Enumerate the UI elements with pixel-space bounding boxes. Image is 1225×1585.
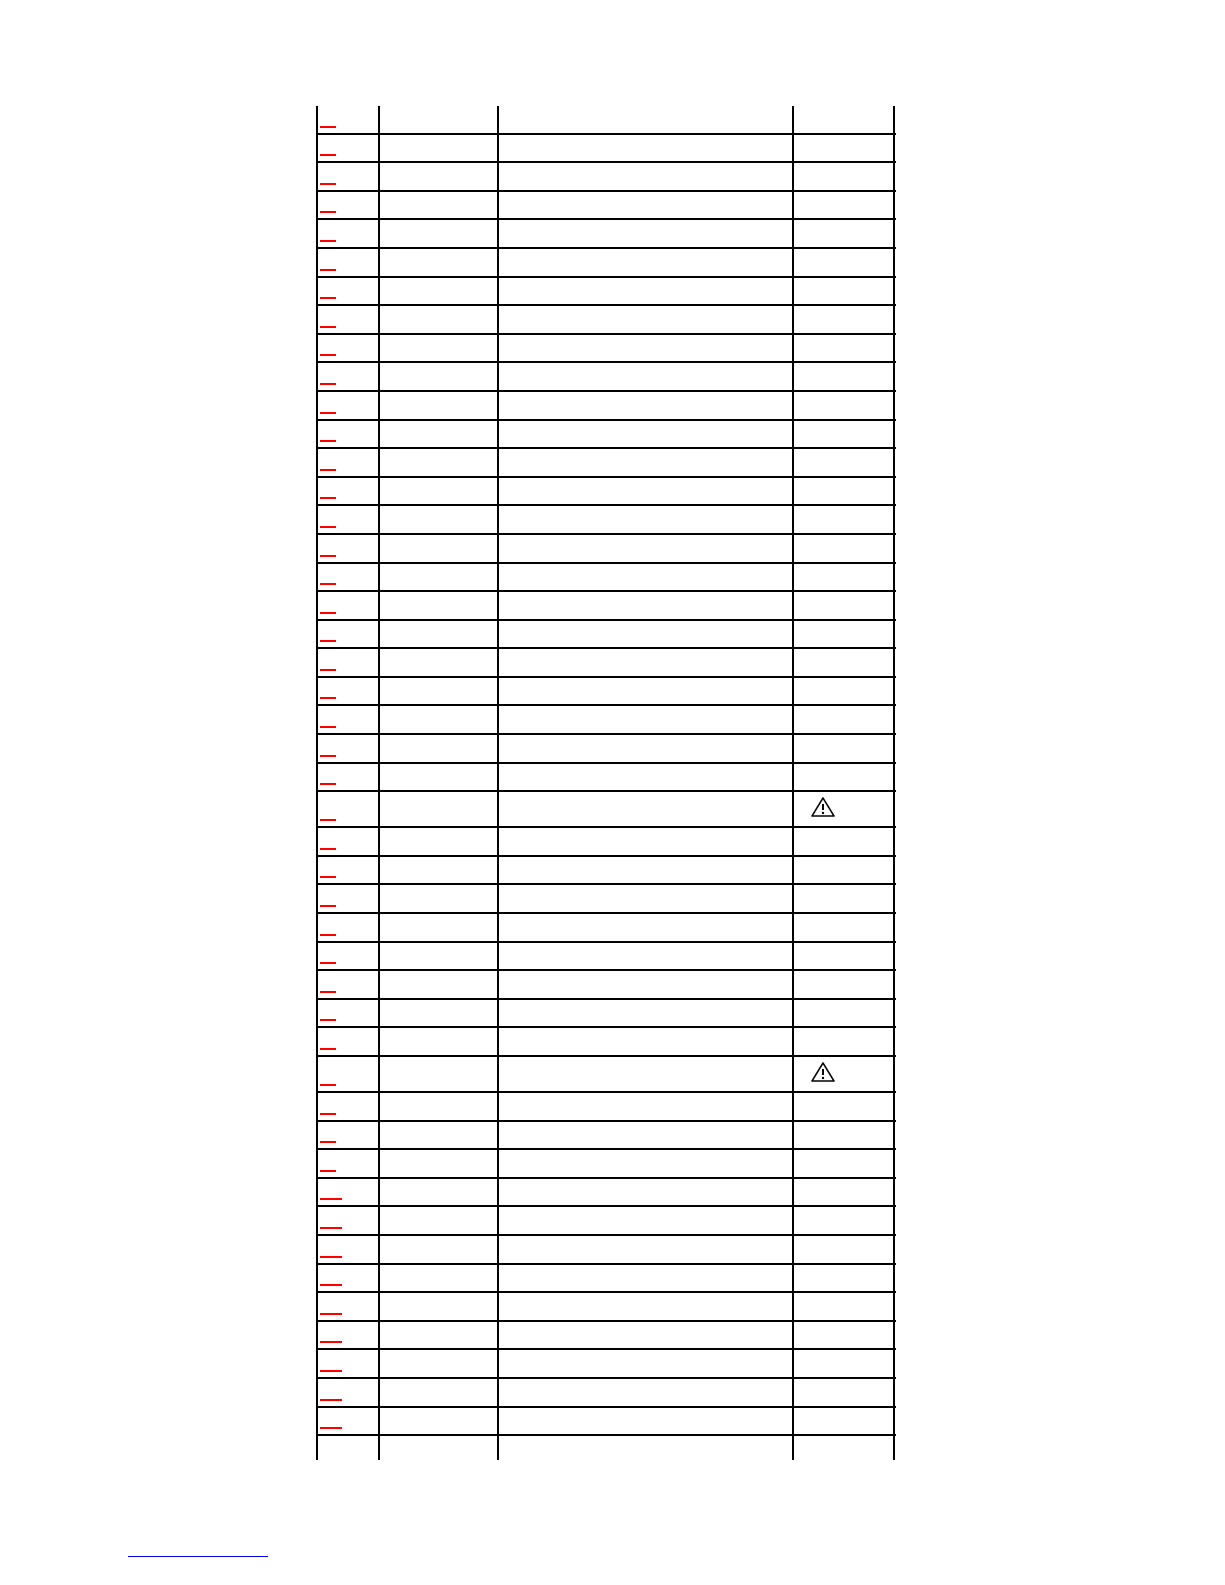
- row-link[interactable]: [320, 755, 336, 757]
- row-link[interactable]: [320, 962, 336, 964]
- table-row: [316, 249, 896, 278]
- table-row: [316, 735, 896, 764]
- column-divider-right: [893, 106, 895, 1460]
- table-row: [316, 363, 896, 392]
- table-row: [316, 828, 896, 857]
- row-link[interactable]: [320, 154, 336, 156]
- row-link[interactable]: [320, 669, 336, 671]
- parts-table: [316, 106, 896, 1465]
- row-link[interactable]: [320, 726, 336, 728]
- row-link[interactable]: [320, 1313, 342, 1315]
- row-link[interactable]: [320, 1427, 342, 1429]
- table-row: [316, 857, 896, 886]
- row-link[interactable]: [320, 469, 336, 471]
- row-link[interactable]: [320, 1284, 342, 1286]
- row-link[interactable]: [320, 1048, 336, 1050]
- table-row: [316, 421, 896, 450]
- table-row: [316, 592, 896, 621]
- row-link[interactable]: [320, 1019, 336, 1021]
- row-link[interactable]: [320, 1341, 342, 1343]
- column-divider-2: [497, 106, 499, 1460]
- table-row: [316, 1436, 896, 1465]
- row-link[interactable]: [320, 1370, 342, 1372]
- table-row: [316, 335, 896, 364]
- row-link[interactable]: [320, 876, 336, 878]
- table-row: [316, 564, 896, 593]
- row-link[interactable]: [320, 440, 336, 442]
- row-link[interactable]: [320, 819, 336, 821]
- table-row: [316, 1000, 896, 1029]
- row-link[interactable]: [320, 211, 336, 213]
- table-row: [316, 506, 896, 535]
- row-link[interactable]: [320, 783, 336, 785]
- table-row: [316, 1028, 896, 1057]
- table-row: [316, 914, 896, 943]
- table-row: [316, 106, 896, 135]
- row-link[interactable]: [320, 354, 336, 356]
- row-link[interactable]: [320, 612, 336, 614]
- table-row: [316, 1293, 896, 1322]
- row-link[interactable]: [320, 126, 336, 128]
- table-row: [316, 1179, 896, 1208]
- table-row: [316, 971, 896, 1000]
- table-row: [316, 621, 896, 650]
- table-row: [316, 1350, 896, 1379]
- row-link[interactable]: [320, 526, 336, 528]
- table-row: [316, 649, 896, 678]
- table-row: [316, 1122, 896, 1151]
- row-link[interactable]: [320, 326, 336, 328]
- table-row: [316, 764, 896, 793]
- table-row: [316, 1408, 896, 1437]
- table-row: [316, 1379, 896, 1408]
- row-link[interactable]: [320, 297, 336, 299]
- row-link[interactable]: [320, 697, 336, 699]
- table-row: [316, 449, 896, 478]
- table-row: [316, 163, 896, 192]
- column-divider-1: [378, 106, 380, 1460]
- table-row: [316, 1057, 896, 1093]
- row-link[interactable]: [320, 1141, 336, 1143]
- table-row: [316, 943, 896, 972]
- row-link[interactable]: [320, 640, 336, 642]
- table-row: [316, 678, 896, 707]
- table-row: [316, 792, 896, 828]
- row-link[interactable]: [320, 555, 336, 557]
- table-row: [316, 135, 896, 164]
- table-row: [316, 885, 896, 914]
- row-link[interactable]: [320, 583, 336, 585]
- table-row: [316, 706, 896, 735]
- row-link[interactable]: [320, 848, 336, 850]
- row-link[interactable]: [320, 934, 336, 936]
- row-link[interactable]: [320, 412, 336, 414]
- row-link[interactable]: [320, 905, 336, 907]
- row-link[interactable]: [320, 1399, 342, 1401]
- table-row: [316, 1322, 896, 1351]
- row-link[interactable]: [320, 383, 336, 385]
- footer-link[interactable]: [128, 1556, 268, 1557]
- row-link[interactable]: [320, 1198, 342, 1200]
- row-link[interactable]: [320, 1170, 336, 1172]
- row-link[interactable]: [320, 1113, 336, 1115]
- row-link[interactable]: [320, 1256, 342, 1258]
- table-row: [316, 220, 896, 249]
- row-link[interactable]: [320, 269, 336, 271]
- table-row: [316, 478, 896, 507]
- table-row: [316, 1265, 896, 1294]
- table-row: [316, 1236, 896, 1265]
- table-row: [316, 392, 896, 421]
- table-row: [316, 1093, 896, 1122]
- row-link[interactable]: [320, 1227, 342, 1229]
- row-link[interactable]: [320, 497, 336, 499]
- table-row: [316, 1150, 896, 1179]
- column-divider-3: [792, 106, 794, 1460]
- table-row: [316, 192, 896, 221]
- row-link[interactable]: [320, 1084, 336, 1086]
- table-row: [316, 535, 896, 564]
- column-divider-left: [316, 106, 318, 1460]
- warning-triangle-icon: [811, 1062, 835, 1082]
- row-link[interactable]: [320, 183, 336, 185]
- table-row: [316, 306, 896, 335]
- row-link[interactable]: [320, 240, 336, 242]
- table-row: [316, 278, 896, 307]
- warning-triangle-icon: [811, 797, 835, 817]
- row-link[interactable]: [320, 991, 336, 993]
- table-row: [316, 1207, 896, 1236]
